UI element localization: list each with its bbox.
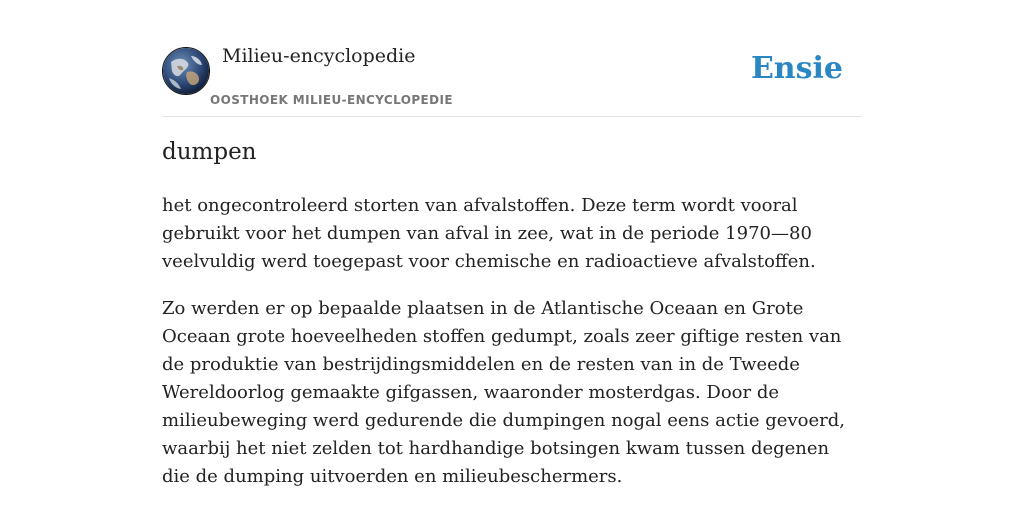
article-term: dumpen bbox=[162, 139, 257, 165]
page bbox=[162, 0, 862, 487]
brand-logo[interactable]: Ensie bbox=[750, 51, 843, 86]
article-paragraph-2: Zo werden er op bepaalde plaatsen in de Atlantische Oceaan en Grote Oceaan grote hoeveelheden stoffen gedumpt, zoals zeer giftige resten van de produktie van bestrijdingsmiddelen en de resten van in de Tweede Wereldoorlog gemaakte gifgassen, waaronder mosterdgas. Door de milieubeweging werd gedurende die dumpingen nogal eens actie gevoerd, waarbij het niet zelden tot hardhandige botsingen kwam tussen degenen die de dumping uitvoerden en milieubeschermers. bbox=[162, 298, 845, 487]
site-header bbox=[162, 0, 862, 117]
article-paragraph-1: het ongecontroleerd storten van afvalstoffen. Deze term wordt vooral gebruikt voor het dumpen van afval in zee, wat in de periode 1970—80 veelvuldig werd toegepast voor chemische en radioactieve afvalstoffen. bbox=[162, 195, 816, 272]
site-subtitle[interactable]: OOSTHOEK MILIEU-ENCYCLOPEDIE bbox=[210, 93, 453, 107]
earth-globe-icon[interactable] bbox=[162, 47, 210, 95]
site-title[interactable]: Milieu-encyclopedie bbox=[222, 45, 416, 67]
